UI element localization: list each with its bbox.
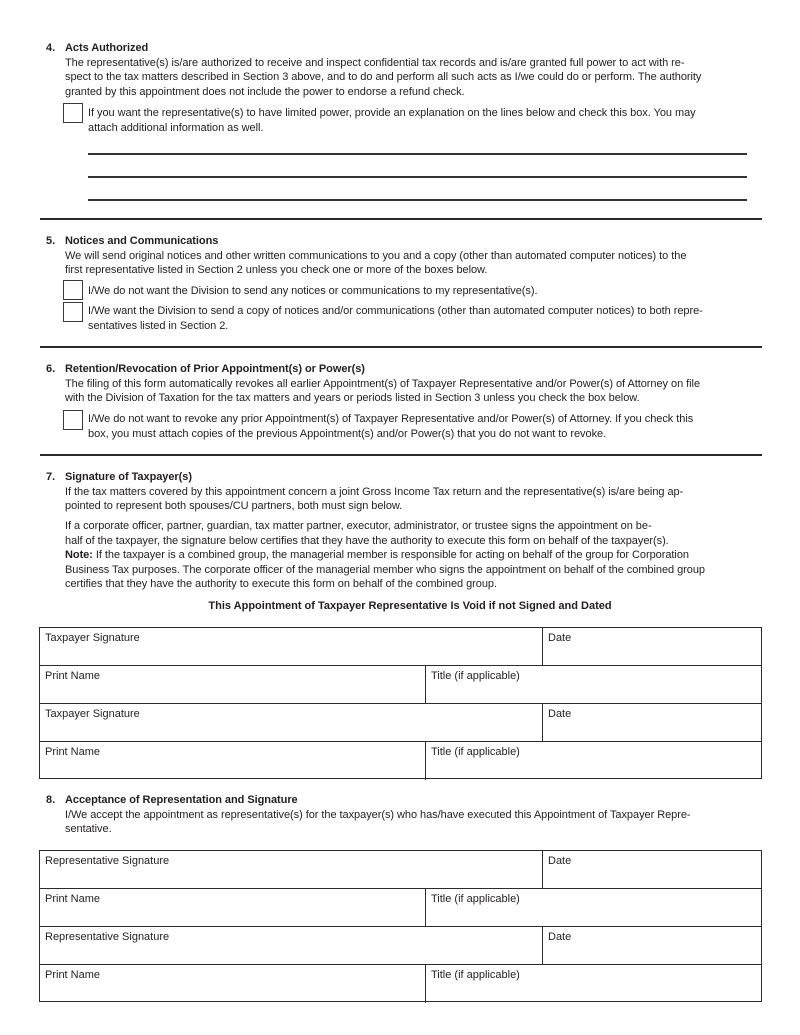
checkbox-label: box, you must attach copies of the previous Appointment(s) and/or Power(s) that you do not want to revoke. [88,427,607,440]
section-title: Notices and Communications [65,235,219,247]
limited-power-checkbox[interactable] [63,103,83,123]
signature-row [40,628,761,666]
section-title: Acceptance of Representation and Signature [65,794,298,806]
name-row [40,666,761,704]
section-title: Retention/Revocation of Prior Appointment(s) or Power(s) [65,363,365,375]
section-divider [40,346,762,348]
field-label: Print Name [45,969,101,981]
body-line: The representative(s) is/are authorized to receive and inspect confidential tax records and is/are granted full power to act with re- [65,56,685,69]
representative-signature-field-1[interactable] [40,851,543,888]
section-number: 5. [46,235,56,247]
representative-print-name-field-2[interactable] [40,965,426,1003]
body-line: The filing of this form automatically revokes all earlier Appointment(s) of Taxpayer Representative and/or Power(s) of Attorney on file [65,377,701,390]
note-line [65,548,689,563]
body-line: first representative listed in Section 2 unless you check one or more of the boxes below. [65,264,488,276]
checkbox-label: I/We want the Division to send a copy of notices and/or communications (other than automated computer notices) to both repre- [88,305,703,317]
signature-row [40,927,761,965]
taxpayer-title-field-2[interactable] [426,742,761,780]
field-label: Title (if applicable) [431,746,520,758]
taxpayer-print-name-field-2[interactable] [40,742,426,780]
field-label: Representative Signature [45,855,170,867]
void-notice: This Appointment of Taxpayer Representative Is Void if not Signed and Dated [208,600,612,612]
section-number: 7. [46,471,56,483]
body-line: pointed to represent both spouses/CU partners, both must sign below. [65,500,403,512]
section-number: 8. [46,794,56,806]
checkbox-label: I/We do not want to revoke any prior Appointment(s) of Taxpayer Representative and/or Power(s) of Attorney. If you check this [88,413,694,425]
name-row [40,965,761,1003]
field-label: Date [548,855,572,867]
representative-signature-table [39,850,762,1002]
field-label: Title (if applicable) [431,670,520,682]
explanation-line-3[interactable] [88,199,747,201]
body-line: Business Tax purposes. The corporate officer of the managerial member who signs the appointment on behalf of the combined group [65,563,705,576]
body-line: If a corporate officer, partner, guardian, tax matter partner, executor, administrator, or trustee signs the appointment on be- [65,520,652,532]
representative-print-name-field-1[interactable] [40,889,426,926]
representative-title-field-1[interactable] [426,889,761,926]
section-divider [40,218,762,220]
body-line: sentative. [65,823,112,835]
representative-title-field-2[interactable] [426,965,761,1003]
field-label: Print Name [45,670,101,682]
field-label: Print Name [45,746,101,758]
retain-prior-appointments-checkbox[interactable] [63,410,83,430]
name-row [40,742,761,780]
field-label: Date [548,708,572,720]
section-title: Signature of Taxpayer(s) [65,471,192,483]
taxpayer-signature-field-1[interactable] [40,628,543,665]
taxpayer-title-field-1[interactable] [426,666,761,703]
taxpayer-signature-field-2[interactable] [40,704,543,741]
field-label: Taxpayer Signature [45,708,140,720]
section-number: 4. [46,42,56,54]
body-line: with the Division of Taxation for the tax matters and years or periods listed in Section 3 unless you check the box below. [65,392,640,404]
field-label: Date [548,931,572,943]
taxpayer-print-name-field-1[interactable] [40,666,426,703]
note-text: If the taxpayer is a combined group, the managerial member is responsible for acting on behalf of the group for Corporation [95,549,689,561]
body-line: I/We accept the appointment as representative(s) for the taxpayer(s) who has/have executed this Appointment of Taxpayer Repre- [65,808,691,821]
taxpayer-date-field-1[interactable] [543,628,761,665]
no-notices-checkbox[interactable] [63,280,83,300]
checkbox-label: sentatives listed in Section 2. [88,319,229,332]
body-line: half of the taxpayer, the signature below certifies that they have the authority to execute this form on behalf of the taxpayer(s). [65,534,669,547]
field-label: Date [548,632,572,644]
both-representatives-checkbox[interactable] [63,302,83,322]
explanation-line-1[interactable] [88,153,747,155]
explanation-line-2[interactable] [88,176,747,178]
body-line: If the tax matters covered by this appointment concern a joint Gross Income Tax return and the representative(s) is/are being ap- [65,485,684,498]
note-label: Note: [65,549,93,561]
taxpayer-date-field-2[interactable] [543,704,761,741]
representative-date-field-1[interactable] [543,851,761,888]
checkbox-label: attach additional information as well. [88,121,264,134]
body-line: granted by this appointment does not include the power to endorse a refund check. [65,85,465,98]
checkbox-label: If you want the representative(s) to have limited power, provide an explanation on the lines below and check this box. You may [88,107,696,119]
field-label: Taxpayer Signature [45,632,140,644]
section-title: Acts Authorized [65,42,149,54]
representative-signature-field-2[interactable] [40,927,543,964]
signature-row [40,704,761,742]
field-label: Title (if applicable) [431,893,520,905]
field-label: Print Name [45,893,101,905]
signature-row [40,851,761,889]
checkbox-label: I/We do not want the Division to send any notices or communications to my representative(s). [88,285,538,297]
section-divider [40,454,762,456]
field-label: Title (if applicable) [431,969,520,981]
body-line: certifies that they have the authority to execute this form on behalf of the combined group. [65,578,497,590]
name-row [40,889,761,927]
body-line: spect to the tax matters described in Section 3 above, and to do and perform all such acts as I/we could do or perform. The authority [65,71,702,83]
taxpayer-signature-table [39,627,762,779]
representative-date-field-2[interactable] [543,927,761,964]
section-number: 6. [46,363,56,375]
field-label: Representative Signature [45,931,170,943]
body-line: We will send original notices and other written communications to you and a copy (other than automated computer notices) to the [65,249,687,262]
